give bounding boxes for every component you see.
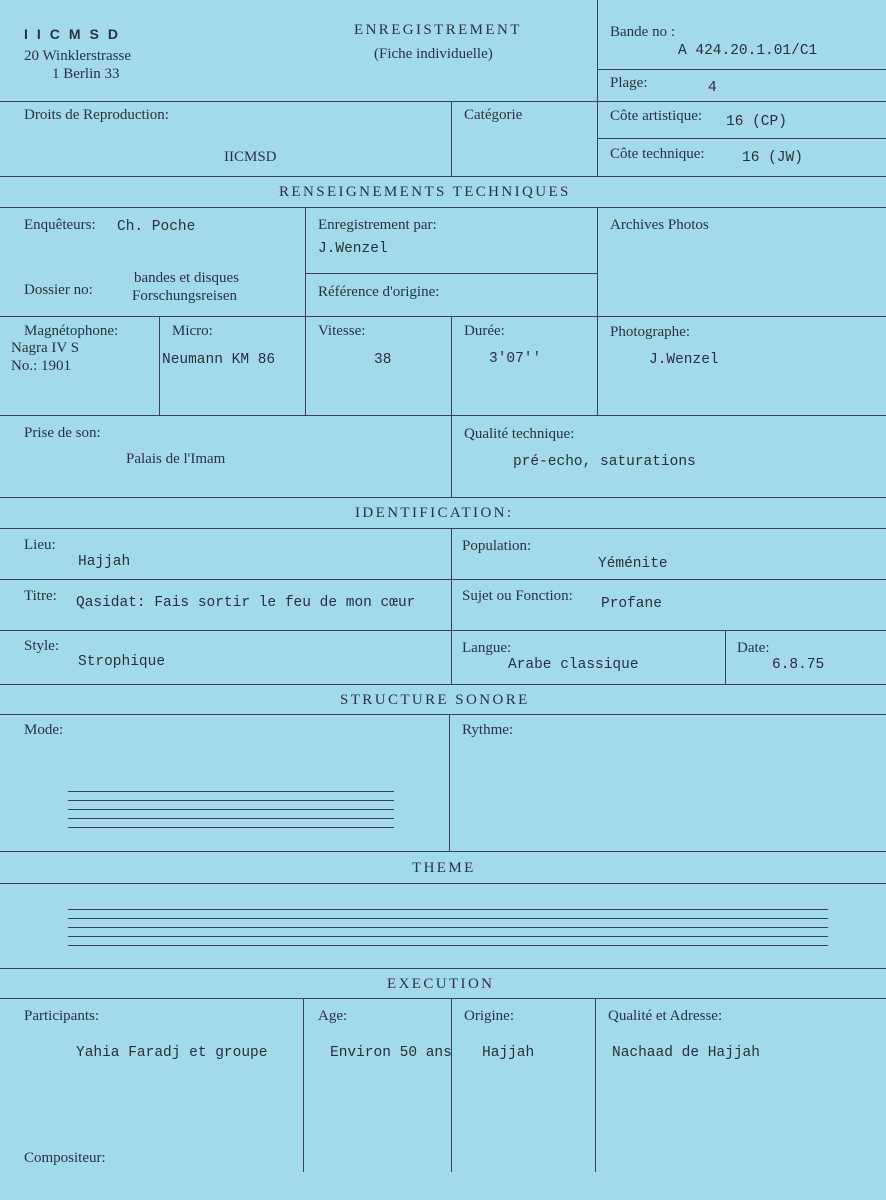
section-heading-technique: RENSEIGNEMENTS TECHNIQUES — [279, 184, 571, 200]
rule — [305, 273, 597, 274]
rule — [0, 998, 886, 999]
rule — [451, 101, 452, 176]
section-heading-theme: THEME — [412, 860, 476, 876]
rule — [0, 207, 886, 208]
mode-blank-line — [68, 809, 394, 810]
population-value: Yéménite — [598, 556, 668, 572]
photographe-value: J.Wenzel — [649, 352, 719, 368]
rule — [0, 684, 886, 685]
rule — [597, 69, 886, 70]
rule — [303, 998, 304, 1172]
age-value: Environ 50 ans — [330, 1045, 452, 1061]
enqueteurs-label: Enquêteurs: — [24, 217, 96, 233]
theme-blank-line — [68, 909, 828, 910]
rule — [451, 316, 452, 497]
style-value: Strophique — [78, 654, 166, 670]
rule — [0, 528, 886, 529]
reference-origine-label: Référence d'origine: — [318, 284, 440, 300]
langue-label: Langue: — [462, 640, 512, 656]
duree-value: 3'07'' — [489, 351, 542, 367]
address-city: 1 Berlin 33 — [52, 66, 120, 82]
mode-blank-line — [68, 827, 394, 828]
plage-label: Plage: — [610, 75, 648, 91]
date-label: Date: — [737, 640, 770, 656]
titre-value: Qasidat: Fais sortir le feu de mon cœur — [76, 595, 416, 611]
form-title: ENREGISTREMENT — [354, 22, 522, 38]
section-heading-structure: STRUCTURE SONORE — [340, 692, 530, 708]
prise-de-son-value: Palais de l'Imam — [126, 451, 226, 467]
photographe-label: Photographe: — [610, 324, 690, 340]
qualite-adresse-value: Nachaad de Hajjah — [612, 1045, 760, 1061]
mode-blank-line — [68, 791, 394, 792]
mode-blank-line — [68, 818, 394, 819]
vitesse-value: 38 — [374, 352, 392, 368]
rule — [159, 316, 160, 415]
compositeur-label: Compositeur: — [24, 1150, 106, 1166]
date-value: 6.8.75 — [772, 657, 825, 673]
theme-blank-line — [68, 927, 828, 928]
prise-de-son-label: Prise de son: — [24, 425, 101, 441]
dossier-value-line2: Forschungsreisen — [132, 288, 237, 304]
micro-value: Neumann KM 86 — [162, 352, 276, 368]
section-heading-execution: EXECUTION — [387, 976, 495, 992]
theme-blank-line — [68, 918, 828, 919]
rule — [0, 316, 886, 317]
enregistrement-par-label: Enregistrement par: — [318, 217, 437, 233]
sujet-label: Sujet ou Fonction: — [462, 588, 573, 604]
droits-label: Droits de Reproduction: — [24, 107, 169, 123]
rule — [0, 176, 886, 177]
rule — [451, 528, 452, 684]
dossier-value-line1: bandes et disques — [134, 270, 239, 286]
rule — [0, 497, 886, 498]
rule — [0, 630, 886, 631]
rule — [597, 0, 598, 176]
rule — [597, 207, 598, 415]
lieu-value: Hajjah — [78, 554, 131, 570]
rule — [0, 579, 886, 580]
section-heading-identification: IDENTIFICATION: — [355, 505, 514, 521]
address-street: 20 Winklerstrasse — [24, 48, 132, 64]
rule — [305, 207, 306, 415]
rule — [595, 998, 596, 1172]
duree-label: Durée: — [464, 323, 505, 339]
participants-label: Participants: — [24, 1008, 99, 1024]
age-label: Age: — [318, 1008, 348, 1024]
participants-value: Yahia Faradj et groupe — [76, 1045, 268, 1061]
titre-label: Titre: — [24, 588, 57, 604]
rule — [451, 998, 452, 1172]
origine-label: Origine: — [464, 1008, 514, 1024]
rule — [0, 851, 886, 852]
enqueteurs-value: Ch. Poche — [117, 219, 196, 235]
qualite-adresse-label: Qualité et Adresse: — [608, 1008, 723, 1024]
population-label: Population: — [462, 538, 532, 554]
dossier-label: Dossier no: — [24, 282, 93, 298]
institute-logo: IICMSD — [24, 26, 127, 42]
mode-blank-line — [68, 800, 394, 801]
categorie-label: Catégorie — [464, 107, 523, 123]
rule — [0, 714, 886, 715]
magnetophone-number: No.: 1901 — [11, 358, 71, 374]
lieu-label: Lieu: — [24, 537, 56, 553]
magnetophone-model: Nagra IV S — [11, 340, 80, 356]
archives-photos-label: Archives Photos — [610, 217, 709, 233]
rule — [0, 415, 886, 416]
bande-label: Bande no : — [610, 24, 675, 40]
cote-technique-value: 16 (JW) — [742, 150, 803, 166]
rule — [0, 101, 886, 102]
form-subtitle: (Fiche individuelle) — [374, 46, 493, 62]
micro-label: Micro: — [172, 323, 213, 339]
rythme-label: Rythme: — [462, 722, 514, 738]
rule — [449, 714, 450, 851]
sujet-value: Profane — [601, 596, 662, 612]
style-label: Style: — [24, 638, 60, 654]
theme-blank-line — [68, 945, 828, 946]
origine-value: Hajjah — [482, 1045, 535, 1061]
langue-value: Arabe classique — [508, 657, 639, 673]
qualite-technique-value: pré-echo, saturations — [513, 454, 696, 470]
magnetophone-label: Magnétophone: — [24, 323, 119, 339]
theme-blank-line — [68, 936, 828, 937]
plage-value: 4 — [708, 80, 717, 96]
enregistrement-par-value: J.Wenzel — [318, 241, 388, 257]
rule — [597, 138, 886, 139]
bande-value: A 424.20.1.01/C1 — [678, 43, 818, 59]
rule — [0, 968, 886, 969]
rule — [0, 883, 886, 884]
rule — [725, 630, 726, 684]
qualite-technique-label: Qualité technique: — [464, 426, 575, 442]
vitesse-label: Vitesse: — [318, 323, 366, 339]
cote-artistique-label: Côte artistique: — [610, 108, 703, 124]
droits-value: IICMSD — [224, 149, 277, 165]
mode-label: Mode: — [24, 722, 64, 738]
cote-artistique-value: 16 (CP) — [726, 114, 787, 130]
cote-technique-label: Côte technique: — [610, 146, 705, 162]
